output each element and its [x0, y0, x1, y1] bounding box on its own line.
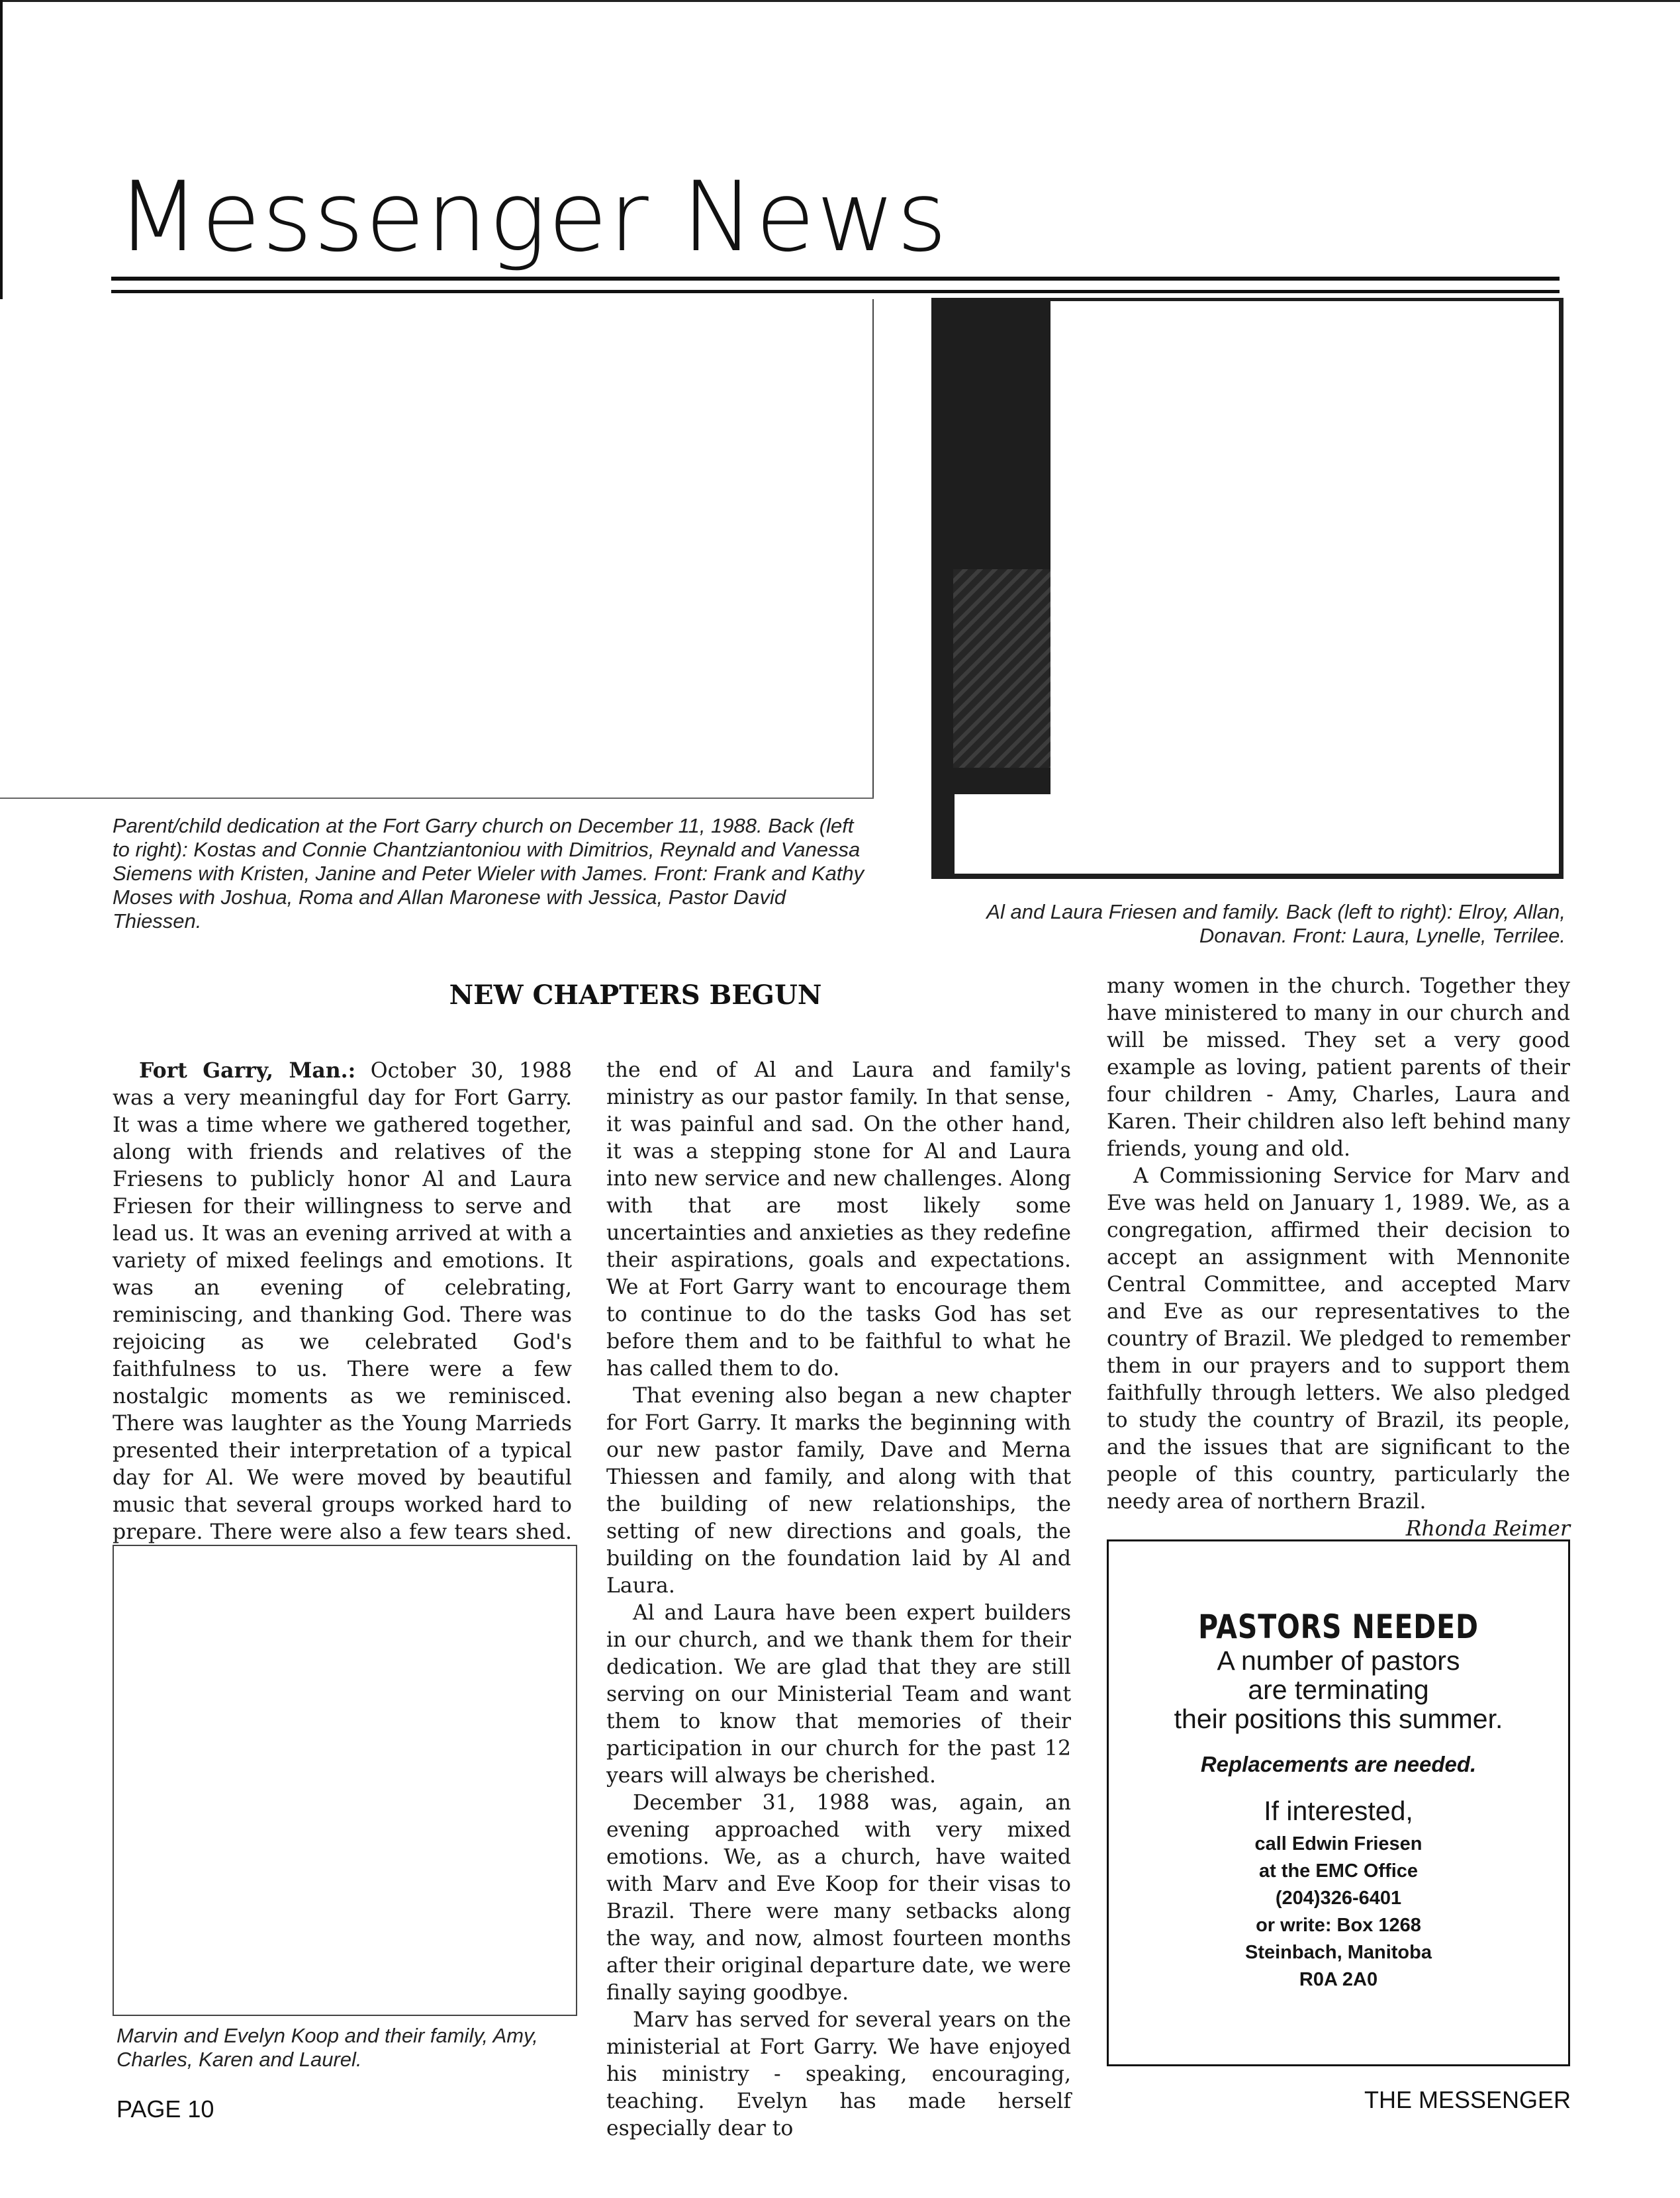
friesen-photo-texture: [953, 569, 1052, 768]
article-paragraph: That evening also began a new chapter for Fort Garry. It marks the beginning with our new pastor family, Dave and Merna Thiessen and family, and along with that the building of new relationships, the setting of new directions and goals, the building on the foundation laid by Al and Laura.: [606, 1384, 1071, 1598]
masthead-rule-thick: [111, 277, 899, 281]
ad-contact-line: Steinbach, Manitoba: [1245, 1942, 1432, 1963]
article-paragraph: December 31, 1988 was, again, an evening approached with very mixed emotions. We, as a church, have waited with Marv and Eve Koop for their visas to Brazil. There were many setbacks along the way, and now, almost fourteen months after their original departure date, we were finally saying goodbye.: [606, 1791, 1071, 2005]
article-column-1: [113, 1057, 572, 1573]
koop-family-photo-caption: Marvin and Evelyn Koop and their family, Amy, Charles, Karen and Laurel.: [117, 2024, 538, 2071]
article-author: Rhonda Reimer: [1405, 1517, 1570, 1541]
ad-contact-line: at the EMC Office: [1258, 1860, 1419, 1882]
page-top-edge: [0, 0, 1680, 2]
page-number: PAGE 10: [117, 2095, 214, 2123]
ad-text-line: are terminating: [1248, 1674, 1429, 1705]
article-paragraph: [113, 1057, 572, 1573]
ad-title: PASTORS NEEDED: [1198, 1608, 1479, 1646]
friesen-family-photo-caption: Al and Laura Friesen and family. Back (left to right): Elroy, Allan, Donavan. Front: Laura, Lynelle, Terrilee.: [986, 900, 1565, 947]
article-dateline: Fort Garry, Man.:: [139, 1058, 356, 1083]
article-paragraph: Al and Laura have been expert builders in our church, and we thank them for their dedication. We are glad that they are still serving on our Ministerial Team and want them to know that memories of their participation in our church for the past 12 years will always be cherished.: [606, 1601, 1071, 1788]
page-left-edge: [0, 0, 3, 301]
dedication-photo-caption: Parent/child dedication at the Fort Garry church on December 11, 1988. Back (left to right): Kostas and Connie Chantziantoniou with Dimitrios, Reynald and Vanessa Siemens with Kristen, Janine and Peter Wieler with James. Front: Frank and Kathy Moses with Joshua, Roma and Allan Maronese with Jessica, Pastor David Thiessen.: [113, 814, 864, 933]
article-paragraph: Marv has served for several years on the ministerial at Fort Garry. We have enjoyed his ministry - speaking, encouraging, teaching. Evelyn has made herself especially dear to: [606, 2008, 1071, 2140]
article-headline: NEW CHAPTERS BEGUN: [449, 980, 822, 1011]
ad-if-interested: If interested,: [1264, 1796, 1413, 1826]
dedication-photo: [0, 299, 874, 799]
ad-contact-line: R0A 2A0: [1299, 1969, 1378, 1990]
ad-contact-line: (204)326-6401: [1275, 1888, 1402, 1909]
ad-text-line: A number of pastors: [1217, 1645, 1460, 1676]
article-column-2: [606, 1057, 1071, 2142]
koop-family-photo: [113, 1545, 577, 2016]
publication-name: THE MESSENGER: [1364, 2086, 1571, 2113]
ad-contact-line: call Edwin Friesen: [1254, 1833, 1423, 1855]
article-paragraph-text: October 30, 1988 was a very meaningful day for Fort Garry. It was a time where we gathered together, along with friends and relatives of the Friesens to publicly honor Al and Laura Friesen for their willingness to serve and lead us. It was an evening arrived at with a variety of mixed feelings and emotions. It was an evening of celebrating, reminiscing, and thanking God. There was rejoicing as we celebrated God's faithfulness to us. There were a few nostalgic moments as we reminisced. There was laughter as the Young Marrieds presented their interpretation of a typical day for Al. We were moved by beautiful music that several groups worked hard to prepare. There were also a few tears shed.: [113, 1059, 573, 1544]
ad-text-line: their positions this summer.: [1174, 1704, 1503, 1734]
ad-contact-line: or write: Box 1268: [1256, 1915, 1421, 1936]
friesen-photo-white-area-bottom: [955, 794, 1559, 874]
ad-replacements: Replacements are needed.: [1200, 1752, 1477, 1776]
dedication-photo-bottom-rule: [0, 798, 874, 799]
friesen-photo-white-area-top: [1050, 301, 1559, 798]
pastors-needed-ad: [1107, 1539, 1570, 2066]
article-paragraph: A Commissioning Service for Marv and Eve was held on January 1, 1989. We, as a congregation, affirmed their decision to accept an assignment with Mennonite Central Committee, and accepted Marv and Eve as our representatives to the country of Brazil. We pledged to remember them in our prayers and to support them faithfully through letters. We also pledged to study the country of Brazil, its people, and the issues that are significant to the people of this country, particularly the needy area of northern Brazil.: [1107, 1164, 1570, 1514]
masthead-rule-thick-right: [899, 277, 1560, 281]
article-paragraph: the end of Al and Laura and family's ministry as our pastor family. In that sense, it was painful and sad. On the other hand, it was a stepping stone for Al and Laura into new service and new challenges. Along with that are most likely some uncertainties and anxieties as they redefine their aspirations, goals and expectations. We at Fort Garry want to encourage them to continue to do the tasks God has set before them and to be faithful to what he has called them to do.: [606, 1058, 1071, 1381]
article-column-3: [1107, 973, 1570, 1543]
article-paragraph: many women in the church. Together they have ministered to many in our church and will be missed. They set a very good example as loving, patient parents of their four children - Amy, Charles, Laura and Karen. Their children also left behind many friends, young and old.: [1107, 974, 1570, 1161]
ad-contact: [1109, 1831, 1568, 1993]
masthead-rule-thin: [111, 290, 1560, 293]
masthead-title: Messenger News: [117, 161, 949, 273]
